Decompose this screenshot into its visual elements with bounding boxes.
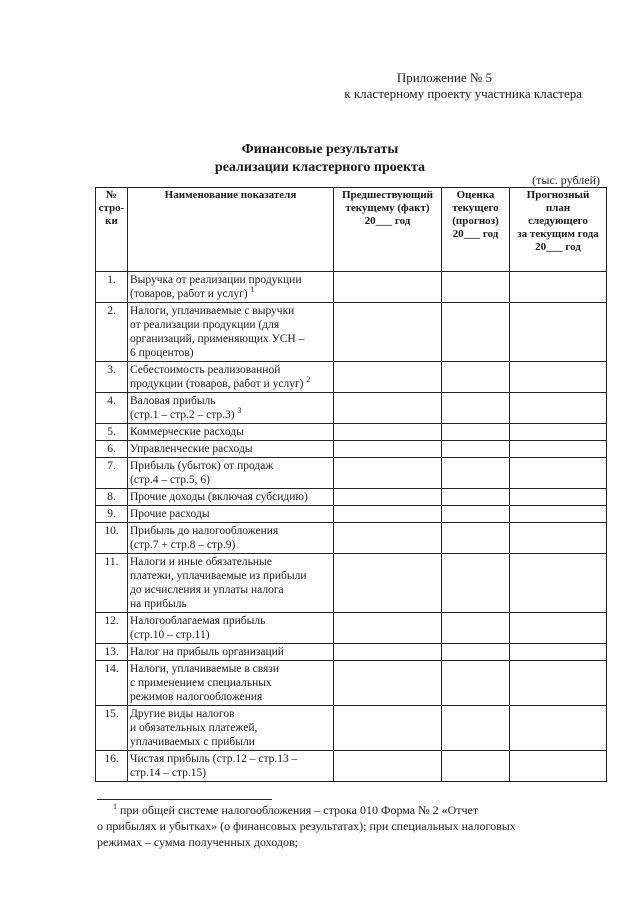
- financial-results-table: [95, 187, 607, 782]
- value-previous-year: [334, 506, 442, 523]
- table-row: [96, 489, 607, 506]
- row-number: 14.: [96, 661, 128, 706]
- indicator-name-line: Другие виды налогов: [130, 708, 235, 720]
- value-current-estimate: [442, 362, 510, 393]
- table-row: [96, 393, 607, 424]
- value-forecast-plan: [510, 393, 607, 424]
- value-current-estimate: [442, 613, 510, 644]
- indicator-name-line: продукции (товаров, работ и услуг) $^2$: [130, 375, 311, 390]
- value-forecast-plan: [510, 751, 607, 782]
- table-row: [96, 506, 607, 523]
- indicator-name: [128, 424, 334, 441]
- indicator-name-line: Валовая прибыль: [130, 395, 216, 407]
- value-current-estimate: [442, 506, 510, 523]
- indicator-name-line: до исчисления и уплаты налога: [130, 584, 284, 596]
- footnote-separator: [97, 799, 272, 800]
- indicator-name-line: Себестоимость реализованной: [130, 364, 281, 376]
- row-number: 15.: [96, 706, 128, 751]
- indicator-name: [128, 272, 334, 303]
- indicator-name-line: (стр.10 – стр.11): [130, 629, 210, 641]
- indicator-name: [128, 613, 334, 644]
- indicator-name-line: платежи, уплачиваемые из прибыли: [130, 570, 307, 582]
- value-current-estimate: [442, 458, 510, 489]
- title-line-1: Финансовые результаты: [241, 142, 399, 157]
- table-row: [96, 424, 607, 441]
- indicator-name: [128, 523, 334, 554]
- table-row: [96, 441, 607, 458]
- value-forecast-plan: [510, 362, 607, 393]
- value-previous-year: [334, 644, 442, 661]
- indicator-name-line: на прибыль: [130, 598, 187, 610]
- indicator-name-line: Управленческие расходы: [130, 443, 253, 455]
- indicator-name: [128, 441, 334, 458]
- indicator-name-line: (стр.1 – стр.2 – стр.3) $^3$: [130, 406, 242, 421]
- value-previous-year: [334, 523, 442, 554]
- indicator-name-line: Налоги, уплачиваемые в связи: [130, 663, 279, 675]
- indicator-name-line: (стр.4 – стр.5, 6): [130, 474, 210, 486]
- indicator-name-line: и обязательных платежей,: [130, 722, 258, 734]
- value-current-estimate: [442, 554, 510, 613]
- footnote-line-2: о прибылях и убытках» (о финансовых результатах); при специальных налоговых: [97, 819, 516, 833]
- table-row: [96, 362, 607, 393]
- indicator-name-line: режимов налогообложения: [130, 691, 263, 703]
- value-previous-year: [334, 751, 442, 782]
- row-number: 13.: [96, 644, 128, 661]
- value-forecast-plan: [510, 489, 607, 506]
- value-previous-year: [334, 272, 442, 303]
- indicator-name-line: Чистая прибыль (стр.12 – стр.13 –: [130, 753, 298, 765]
- indicator-name: [128, 661, 334, 706]
- table-row: [96, 613, 607, 644]
- indicator-name-line: с применением специальных: [130, 677, 272, 689]
- value-current-estimate: [442, 489, 510, 506]
- value-current-estimate: [442, 644, 510, 661]
- indicator-name-line: Налогооблагаемая прибыль: [130, 615, 266, 627]
- indicator-name: [128, 303, 334, 362]
- value-current-estimate: [442, 441, 510, 458]
- header-indicator-name: Наименование показателя: [128, 188, 334, 272]
- value-current-estimate: [442, 393, 510, 424]
- row-number: 5.: [96, 424, 128, 441]
- row-number: 12.: [96, 613, 128, 644]
- value-current-estimate: [442, 303, 510, 362]
- footnote-ref: 1: [250, 285, 255, 295]
- value-current-estimate: [442, 272, 510, 303]
- value-forecast-plan: [510, 506, 607, 523]
- indicator-name-line: от реализации продукции (для: [130, 319, 280, 331]
- value-previous-year: [334, 424, 442, 441]
- value-previous-year: [334, 303, 442, 362]
- row-number: 16.: [96, 751, 128, 782]
- footnote-ref: 2: [306, 375, 311, 385]
- value-current-estimate: [442, 751, 510, 782]
- value-previous-year: [334, 661, 442, 706]
- value-current-estimate: [442, 661, 510, 706]
- table-row: [96, 751, 607, 782]
- value-forecast-plan: [510, 303, 607, 362]
- indicator-name-line: Прочие доходы (включая субсидию): [130, 491, 308, 503]
- value-previous-year: [334, 613, 442, 644]
- table-row: [96, 706, 607, 751]
- table-row: [96, 272, 607, 303]
- value-previous-year: [334, 458, 442, 489]
- value-forecast-plan: [510, 424, 607, 441]
- indicator-name-line: Коммерческие расходы: [130, 426, 244, 438]
- row-number: 6.: [96, 441, 128, 458]
- row-number: 9.: [96, 506, 128, 523]
- document-title: [0, 141, 640, 177]
- indicator-name: [128, 706, 334, 751]
- indicator-name-line: Налог на прибыль организаций: [130, 646, 284, 658]
- row-number: 2.: [96, 303, 128, 362]
- row-number: 7.: [96, 458, 128, 489]
- row-number: 1.: [96, 272, 128, 303]
- row-number: 8.: [96, 489, 128, 506]
- appendix-reference: к кластерному проекту участника кластера: [344, 86, 582, 101]
- value-forecast-plan: [510, 272, 607, 303]
- value-previous-year: [334, 393, 442, 424]
- header-row-number: № стро- ки: [96, 188, 128, 272]
- indicator-name-line: Налоги и иные обязательные: [130, 556, 272, 568]
- value-current-estimate: [442, 706, 510, 751]
- header-current-estimate: Оценка текущего (прогноз) 20___ год: [442, 188, 510, 272]
- value-forecast-plan: [510, 523, 607, 554]
- indicator-name: [128, 458, 334, 489]
- value-forecast-plan: [510, 706, 607, 751]
- indicator-name: [128, 393, 334, 424]
- footnote: [97, 802, 577, 850]
- header-forecast-plan: Прогнозный план следующего за текущим года 20___ год: [510, 188, 607, 272]
- value-previous-year: [334, 554, 442, 613]
- title-line-2: реализации кластерного проекта: [214, 160, 426, 175]
- indicator-name-line: организаций, применяющих УСН –: [130, 333, 305, 345]
- value-forecast-plan: [510, 613, 607, 644]
- indicator-name-line: Прочие расходы: [130, 508, 210, 520]
- footnote-line-1: при общей системе налогообложения – строка 010 Форма № 2 «Отчет: [120, 803, 479, 817]
- units-label: (тыс. рублей): [532, 173, 600, 187]
- row-number: 11.: [96, 554, 128, 613]
- table-row: [96, 303, 607, 362]
- value-forecast-plan: [510, 458, 607, 489]
- indicator-name: [128, 751, 334, 782]
- value-forecast-plan: [510, 661, 607, 706]
- footnote-line-3: режимах – сумма полученных доходов;: [97, 835, 298, 849]
- table-row: [96, 554, 607, 613]
- value-forecast-plan: [510, 554, 607, 613]
- table-row: [96, 458, 607, 489]
- header-previous-year: Предшествующий текущему (факт) 20___ год: [334, 188, 442, 272]
- value-previous-year: [334, 441, 442, 458]
- value-previous-year: [334, 706, 442, 751]
- indicator-name: [128, 489, 334, 506]
- indicator-name-line: 6 процентов): [130, 347, 194, 359]
- table-row: [96, 644, 607, 661]
- indicator-name: [128, 362, 334, 393]
- table-row: [96, 523, 607, 554]
- indicator-name-line: стр.14 – стр.15): [130, 767, 207, 779]
- footnote-mark: 1: [113, 802, 117, 811]
- indicator-name-line: уплачиваемых с прибыли: [130, 736, 255, 748]
- row-number: 10.: [96, 523, 128, 554]
- indicator-name-line: Прибыль до налогообложения: [130, 525, 279, 537]
- appendix-caption: [282, 70, 582, 102]
- indicator-name-line: Прибыль (убыток) от продаж: [130, 460, 274, 472]
- footnote-ref: 3: [237, 406, 242, 416]
- indicator-name: [128, 644, 334, 661]
- indicator-name-line: (стр.7 + стр.8 – стр.9): [130, 539, 236, 551]
- indicator-name-line: Налоги, уплачиваемые с выручки: [130, 305, 295, 317]
- row-number: 4.: [96, 393, 128, 424]
- value-previous-year: [334, 489, 442, 506]
- indicator-name: [128, 506, 334, 523]
- value-current-estimate: [442, 523, 510, 554]
- appendix-number: Приложение № 5: [396, 70, 492, 85]
- value-previous-year: [334, 362, 442, 393]
- table-row: [96, 661, 607, 706]
- value-forecast-plan: [510, 644, 607, 661]
- indicator-name-line: (товаров, работ и услуг) $^1$: [130, 285, 255, 300]
- value-current-estimate: [442, 424, 510, 441]
- value-forecast-plan: [510, 441, 607, 458]
- indicator-name-line: Выручка от реализации продукции: [130, 274, 302, 286]
- row-number: 3.: [96, 362, 128, 393]
- indicator-name: [128, 554, 334, 613]
